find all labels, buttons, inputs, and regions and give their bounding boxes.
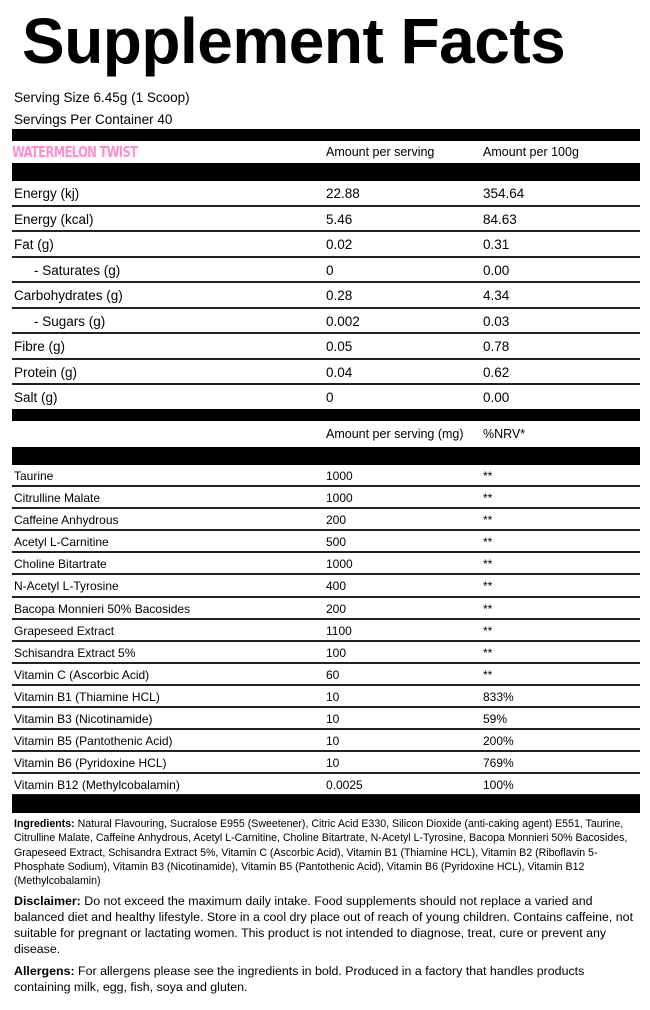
ingredient-nrv: ** bbox=[483, 557, 493, 572]
ingredient-name: Schisandra Extract 5% bbox=[14, 645, 136, 660]
ingredient-amount: 10 bbox=[326, 689, 340, 704]
ingredient-nrv: ** bbox=[483, 469, 493, 483]
ingredient-nrv: ** bbox=[483, 623, 493, 638]
active-ingredient-row bbox=[12, 730, 640, 752]
nutrient-name: Carbohydrates (g) bbox=[14, 288, 123, 303]
nutrient-per-100g: 84.63 bbox=[483, 211, 517, 227]
serving-size: Serving Size 6.45g (1 Scoop) bbox=[14, 90, 190, 105]
ingredient-nrv: ** bbox=[483, 491, 493, 506]
ingredient-amount: 400 bbox=[326, 579, 347, 594]
nutrient-name: - Sugars (g) bbox=[34, 313, 106, 329]
nutrient-per-100g: 0.00 bbox=[483, 262, 510, 278]
nutrition-row bbox=[12, 309, 640, 335]
ingredients-body: Natural Flavouring, Sucralose E955 (Sweetener), Citric Acid E330, Silicon Dioxide (anti-caking agent) E551, Taurine, Citrulline Malate, Caffeine Anhydrous, Acetyl L-Carnitine, Choline Bitartrate, N-Acetyl L-Tyrosine, Bacopa Monnieri 50% Bacosides, Grapeseed Extract, Schisandra Extract 5%, Vitamin C (Ascorbic Acid), Vitamin B1 (Thiamine HCL), Vitamin B2 (Riboflavin 5-Phosphate Sodium), Vitamin B3 (Nicotinamide), Vitamin B5 (Pantothenic Acid), Vitamin B6 (Pyridoxine HCL), Vitamin B12 (Methylcobalamin) bbox=[14, 818, 628, 888]
ingredient-nrv: 200% bbox=[483, 734, 514, 749]
ingredient-nrv: ** bbox=[483, 645, 493, 660]
nutrition-row bbox=[12, 258, 640, 284]
ingredient-name: Taurine bbox=[14, 469, 54, 483]
active-ingredient-row bbox=[12, 708, 640, 730]
allergens-label: Allergens: bbox=[14, 964, 75, 978]
nutrition-row bbox=[12, 334, 640, 360]
nutrient-per-serving: 0 bbox=[326, 390, 334, 405]
ingredient-amount: 1000 bbox=[326, 469, 353, 483]
nutrition-row bbox=[12, 360, 640, 386]
nutrient-per-serving: 0 bbox=[326, 262, 334, 278]
ingredient-name: Vitamin B12 (Methylcobalamin) bbox=[14, 778, 180, 793]
ingredients-text bbox=[14, 817, 640, 888]
ingredient-name: Vitamin B1 (Thiamine HCL) bbox=[14, 689, 160, 704]
ingredient-name: Grapeseed Extract bbox=[14, 623, 115, 638]
ingredient-name: Vitamin B3 (Nicotinamide) bbox=[14, 712, 153, 727]
active-ingredient-row bbox=[12, 553, 640, 575]
nutrition-row bbox=[12, 232, 640, 258]
actives-header bbox=[12, 423, 640, 445]
nutrient-name: Energy (kj) bbox=[14, 186, 80, 201]
ingredient-nrv: ** bbox=[483, 579, 493, 594]
nutrient-per-100g: 0.00 bbox=[483, 390, 510, 405]
nutrition-row bbox=[12, 283, 640, 309]
disclaimer-label: Disclaimer: bbox=[14, 894, 81, 908]
nutrient-per-100g: 0.78 bbox=[483, 339, 510, 354]
active-ingredient-row bbox=[12, 686, 640, 708]
nutrient-per-100g: 0.62 bbox=[483, 364, 510, 380]
ingredient-name: Acetyl L-Carnitine bbox=[14, 535, 109, 550]
ingredient-amount: 1100 bbox=[326, 623, 352, 638]
ingredient-amount: 100 bbox=[326, 645, 347, 660]
active-ingredient-row bbox=[12, 575, 640, 597]
nutrient-per-serving: 0.05 bbox=[326, 339, 353, 354]
allergens-body: For allergens please see the ingredients in bold. Produced in a factory that handles products containing milk, egg, fish, soya and gluten. bbox=[14, 964, 585, 994]
divider-bar bbox=[12, 447, 640, 465]
nutrition-table bbox=[12, 181, 640, 411]
ingredient-name: N-Acetyl L-Tyrosine bbox=[14, 579, 119, 594]
flavour-name: WATERMELON TWIST bbox=[12, 143, 138, 161]
header-amount-mg: Amount per serving (mg) bbox=[326, 427, 464, 441]
ingredient-amount: 200 bbox=[326, 601, 347, 616]
header-nrv: %NRV* bbox=[483, 427, 526, 441]
actives-table bbox=[12, 465, 640, 796]
nutrient-per-serving: 0.02 bbox=[326, 237, 353, 252]
ingredient-amount: 500 bbox=[326, 535, 347, 550]
nutrition-row bbox=[12, 207, 640, 233]
ingredient-amount: 200 bbox=[326, 513, 347, 528]
active-ingredient-row bbox=[12, 531, 640, 553]
ingredient-nrv: 769% bbox=[483, 756, 514, 771]
active-ingredient-row bbox=[12, 774, 640, 796]
header-per-serving: Amount per serving bbox=[326, 145, 435, 159]
ingredient-name: Caffeine Anhydrous bbox=[14, 513, 119, 528]
ingredient-name: Vitamin B6 (Pyridoxine HCL) bbox=[14, 756, 167, 771]
active-ingredient-row bbox=[12, 465, 640, 487]
disclaimer-text bbox=[14, 893, 640, 957]
ingredient-amount: 60 bbox=[326, 667, 340, 682]
divider-bar bbox=[12, 409, 640, 421]
ingredient-nrv: 833% bbox=[483, 689, 514, 704]
divider-bar bbox=[12, 795, 640, 813]
ingredient-amount: 10 bbox=[326, 712, 340, 727]
ingredient-name: Vitamin B5 (Pantothenic Acid) bbox=[14, 734, 173, 749]
nutrient-per-serving: 0.28 bbox=[326, 288, 353, 303]
nutrient-per-serving: 0.04 bbox=[326, 364, 353, 380]
nutrient-per-100g: 0.31 bbox=[483, 237, 510, 252]
ingredient-name: Choline Bitartrate bbox=[14, 557, 107, 572]
ingredient-nrv: ** bbox=[483, 513, 493, 528]
ingredient-amount: 1000 bbox=[326, 491, 353, 506]
nutrient-per-serving: 22.88 bbox=[326, 186, 360, 201]
nutrient-per-serving: 0.002 bbox=[326, 313, 360, 329]
nutrient-per-100g: 4.34 bbox=[483, 288, 510, 303]
active-ingredient-row bbox=[12, 598, 640, 620]
active-ingredient-row bbox=[12, 664, 640, 686]
active-ingredient-row bbox=[12, 509, 640, 531]
nutrient-per-100g: 0.03 bbox=[483, 313, 510, 329]
ingredient-name: Citrulline Malate bbox=[14, 491, 101, 506]
ingredient-amount: 1000 bbox=[326, 557, 353, 572]
ingredient-nrv: ** bbox=[483, 601, 493, 616]
nutrient-per-serving: 5.46 bbox=[326, 211, 353, 227]
nutrition-header bbox=[12, 141, 640, 163]
ingredient-amount: 10 bbox=[326, 734, 340, 749]
ingredient-nrv: ** bbox=[483, 667, 493, 682]
nutrient-name: Fat (g) bbox=[14, 237, 54, 252]
header-per-100g: Amount per 100g bbox=[483, 145, 579, 159]
ingredient-amount: 10 bbox=[326, 756, 340, 771]
nutrient-per-100g: 354.64 bbox=[483, 186, 525, 201]
ingredient-name: Vitamin C (Ascorbic Acid) bbox=[14, 667, 150, 682]
nutrient-name: Protein (g) bbox=[14, 364, 78, 380]
nutrient-name: Salt (g) bbox=[14, 390, 58, 405]
active-ingredient-row bbox=[12, 487, 640, 509]
nutrient-name: - Saturates (g) bbox=[34, 262, 121, 278]
disclaimer-body: Do not exceed the maximum daily intake. Food supplements should not replace a varied and balanced diet and healthy lifestyle. Store in a cool dry place out of reach of young children. Contains caffeine, not suitable for pregnant or lactating women. This product is not intended to diagnose, treat, cure or prevent any disease. bbox=[14, 894, 634, 956]
ingredient-amount: 0.0025 bbox=[326, 778, 363, 793]
nutrition-row bbox=[12, 181, 640, 207]
ingredient-name: Bacopa Monnieri 50% Bacosides bbox=[14, 601, 191, 616]
ingredient-nrv: ** bbox=[483, 535, 493, 550]
page-title: Supplement Facts bbox=[22, 5, 566, 77]
nutrient-name: Energy (kcal) bbox=[14, 211, 94, 227]
nutrient-name: Fibre (g) bbox=[14, 339, 66, 354]
nutrition-row bbox=[12, 385, 640, 411]
ingredients-label: Ingredients: bbox=[14, 818, 75, 830]
divider-bar bbox=[12, 129, 640, 141]
allergens-text bbox=[14, 963, 640, 995]
active-ingredient-row bbox=[12, 620, 640, 642]
servings-per-container: Servings Per Container 40 bbox=[14, 112, 173, 127]
ingredient-nrv: 59% bbox=[483, 712, 508, 727]
active-ingredient-row bbox=[12, 752, 640, 774]
divider-bar bbox=[12, 163, 640, 181]
ingredient-nrv: 100% bbox=[483, 778, 514, 793]
active-ingredient-row bbox=[12, 642, 640, 664]
